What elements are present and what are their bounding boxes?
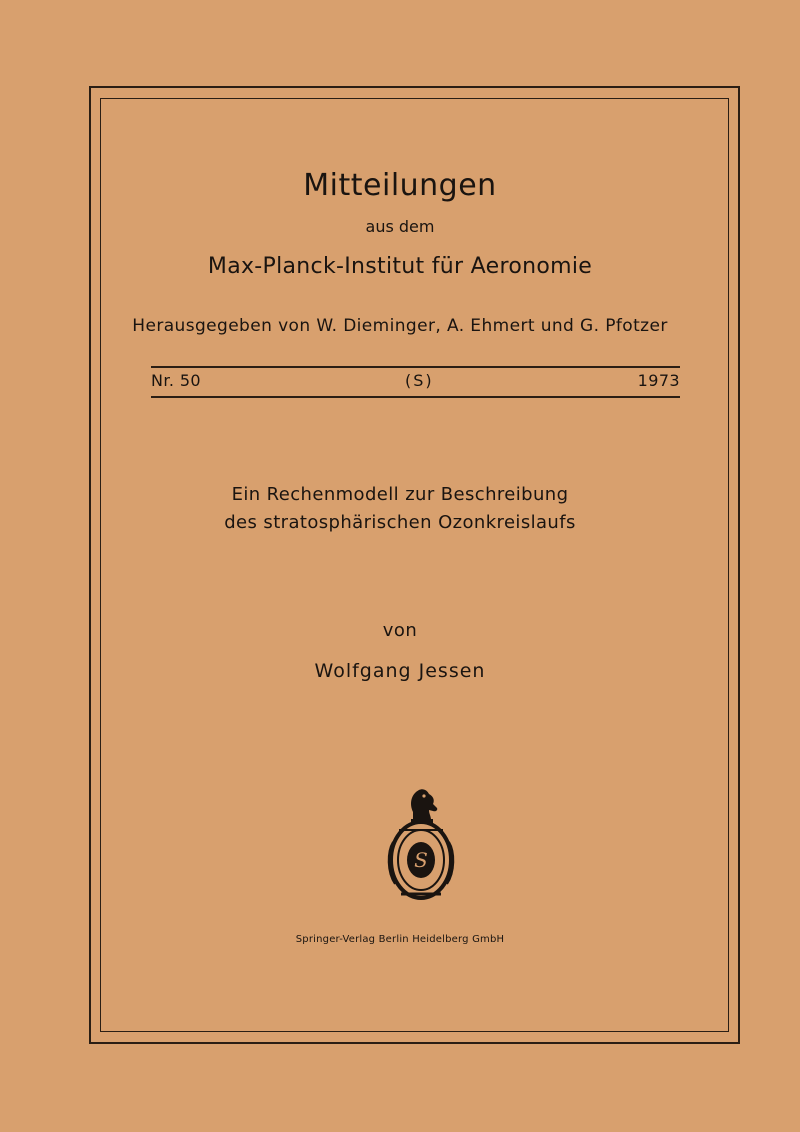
editors-line: Herausgegeben von W. Dieminger, A. Ehmert und G. Pfotzer [132, 316, 668, 336]
publisher-imprint: Springer-Verlag Berlin Heidelberg GmbH [295, 934, 505, 945]
issue-number: Nr. 50 [151, 371, 202, 390]
springer-knight-logo-icon [383, 782, 459, 902]
institute-name: Max-Planck-Institut für Aeronomie [207, 254, 593, 279]
issue-year: 1973 [637, 371, 680, 390]
series-title: Mitteilungen [303, 168, 497, 203]
issue-section: (S) [405, 371, 434, 390]
issue-row [151, 371, 680, 391]
svg-text:S: S [414, 848, 428, 872]
author-name: Wolfgang Jessen [314, 660, 486, 682]
top-rule [151, 366, 680, 368]
work-title-line1: Ein Rechenmodell zur Beschreibung [231, 484, 569, 505]
bottom-rule [151, 396, 680, 398]
series-subtitle: aus dem [365, 217, 435, 236]
work-title [0, 481, 800, 537]
by-label: von [382, 620, 418, 641]
work-title-line2: des stratosphärischen Ozonkreislaufs [224, 512, 576, 533]
